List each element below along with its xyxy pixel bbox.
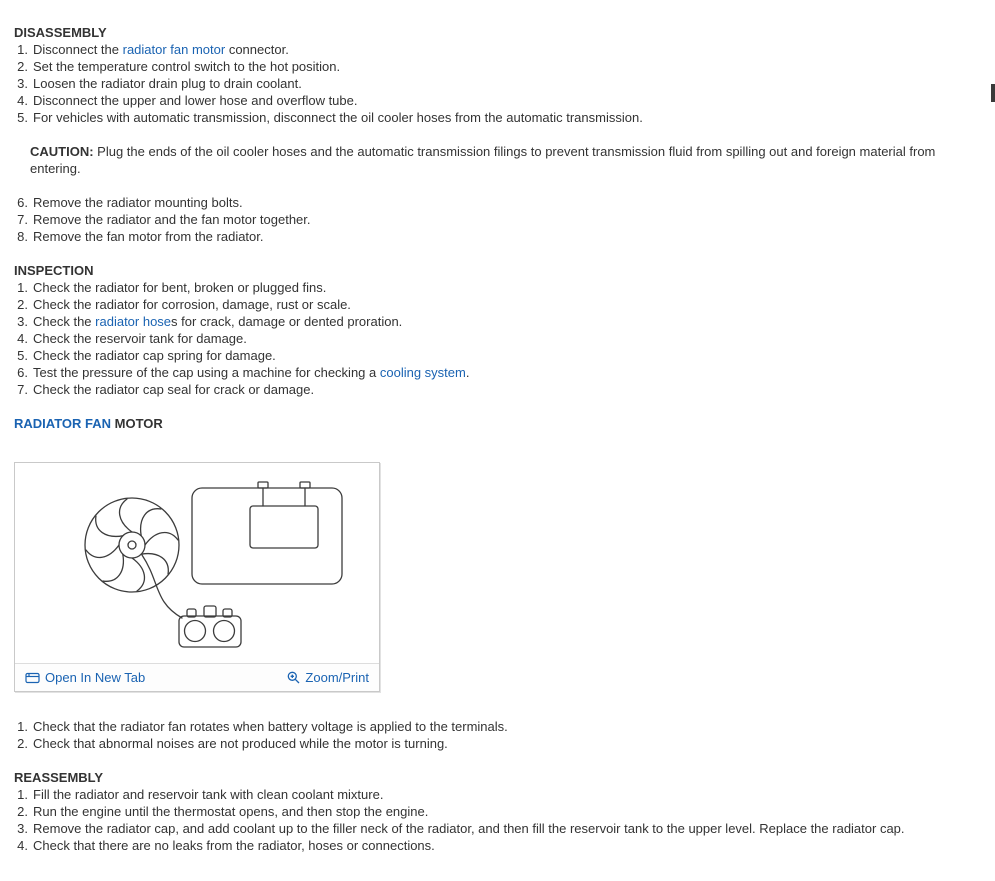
list-item bbox=[14, 820, 983, 837]
list-item bbox=[14, 41, 983, 58]
open-in-new-tab-icon bbox=[25, 672, 40, 684]
list-item bbox=[14, 296, 983, 313]
list-item bbox=[14, 109, 983, 126]
list-item bbox=[14, 837, 983, 854]
inline-link[interactable]: cooling system bbox=[379, 365, 466, 380]
step-number: 7. bbox=[17, 382, 28, 397]
fan-motor-check-steps bbox=[14, 718, 983, 752]
step-number: 4. bbox=[17, 331, 28, 346]
open-in-new-tab-link[interactable] bbox=[25, 669, 145, 686]
list-item bbox=[14, 211, 983, 228]
section-heading-reassembly: REASSEMBLY bbox=[14, 770, 104, 785]
list-item bbox=[14, 786, 983, 803]
step-text: Set the temperature control switch to the hot position. bbox=[33, 59, 341, 74]
caution-note bbox=[14, 143, 983, 177]
disassembly-steps-6-8 bbox=[14, 194, 983, 245]
step-number: 6. bbox=[17, 195, 28, 210]
step-text: Remove the radiator and the fan motor together. bbox=[33, 212, 311, 227]
list-item bbox=[14, 364, 983, 381]
section-heading-inspection: INSPECTION bbox=[14, 263, 94, 278]
step-text: For vehicles with automatic transmission, disconnect the oil cooler hoses from the automatic transmission. bbox=[33, 110, 643, 125]
step-number: 5. bbox=[17, 110, 28, 125]
step-number: 3. bbox=[17, 76, 28, 91]
step-number: 6. bbox=[17, 365, 28, 380]
step-text: Check the reservoir tank for damage. bbox=[33, 331, 247, 346]
reassembly-steps bbox=[14, 786, 983, 854]
step-number: 1. bbox=[17, 719, 28, 734]
step-number: 1. bbox=[17, 42, 28, 57]
step-number: 7. bbox=[17, 212, 28, 227]
list-item bbox=[14, 803, 983, 820]
step-text: Check the radiator cap seal for crack or damage. bbox=[33, 382, 315, 397]
step-number: 2. bbox=[17, 59, 28, 74]
step-text: Check that the radiator fan rotates when battery voltage is applied to the terminals. bbox=[33, 719, 508, 734]
step-text: Test the pressure of the cap using a machine for checking a cooling system. bbox=[33, 365, 470, 380]
step-text: Disconnect the upper and lower hose and overflow tube. bbox=[33, 93, 358, 108]
disassembly-steps-1-5 bbox=[14, 41, 983, 126]
list-item bbox=[14, 735, 983, 752]
step-text: Remove the fan motor from the radiator. bbox=[33, 229, 264, 244]
section-heading-radiator-fan-motor bbox=[14, 415, 983, 432]
open-in-new-tab-label: Open In New Tab bbox=[45, 670, 146, 685]
list-item bbox=[14, 194, 983, 211]
step-number: 5. bbox=[17, 348, 28, 363]
step-text: Fill the radiator and reservoir tank with clean coolant mixture. bbox=[33, 787, 384, 802]
zoom-print-label: Zoom/Print bbox=[305, 670, 369, 685]
zoom-print-link[interactable] bbox=[287, 669, 369, 686]
list-item bbox=[14, 228, 983, 245]
list-item bbox=[14, 347, 983, 364]
figure-panel bbox=[14, 462, 380, 692]
caution-label: CAUTION: bbox=[30, 144, 94, 159]
radiator-fan-motor-diagram[interactable] bbox=[15, 463, 379, 663]
step-number: 3. bbox=[17, 821, 28, 836]
caution-text: Plug the ends of the oil cooler hoses and the automatic transmission filings to prevent transmission fluid from spilling out and foreign material from entering. bbox=[30, 144, 936, 176]
list-item bbox=[14, 58, 983, 75]
section-heading-disassembly: DISASSEMBLY bbox=[14, 25, 107, 40]
inline-link[interactable]: radiator hose bbox=[95, 314, 172, 329]
step-number: 1. bbox=[17, 787, 28, 802]
list-item bbox=[14, 718, 983, 735]
scrollbar-thumb[interactable] bbox=[991, 84, 995, 102]
step-text: Check the radiator cap spring for damage. bbox=[33, 348, 276, 363]
heading-accent-text: RADIATOR FAN bbox=[14, 416, 112, 431]
list-item bbox=[14, 313, 983, 330]
step-number: 4. bbox=[17, 838, 28, 853]
step-number: 2. bbox=[17, 297, 28, 312]
step-text: Remove the radiator mounting bolts. bbox=[33, 195, 243, 210]
list-item bbox=[14, 92, 983, 109]
step-text: Check that there are no leaks from the radiator, hoses or connections. bbox=[33, 838, 435, 853]
fan-motor-line-drawing bbox=[32, 470, 362, 656]
list-item bbox=[14, 381, 983, 398]
step-number: 1. bbox=[17, 280, 28, 295]
step-number: 2. bbox=[17, 804, 28, 819]
step-number: 2. bbox=[17, 736, 28, 751]
step-number: 3. bbox=[17, 314, 28, 329]
step-text: Check the radiator for bent, broken or plugged fins. bbox=[33, 280, 327, 295]
list-item bbox=[14, 279, 983, 296]
step-number: 8. bbox=[17, 229, 28, 244]
step-number: 4. bbox=[17, 93, 28, 108]
figure-toolbar bbox=[15, 663, 379, 691]
zoom-icon bbox=[287, 671, 300, 684]
inspection-steps bbox=[14, 279, 983, 398]
heading-rest-text: MOTOR bbox=[114, 416, 163, 431]
step-text: Check that abnormal noises are not produced while the motor is turning. bbox=[33, 736, 448, 751]
step-text: Disconnect the radiator fan motor connector. bbox=[33, 42, 289, 57]
list-item bbox=[14, 75, 983, 92]
step-text: Check the radiator hoses for crack, damage or dented proration. bbox=[33, 314, 403, 329]
step-text: Remove the radiator cap, and add coolant up to the filler neck of the radiator, and then fill the reservoir tank to the upper level. Replace the radiator cap. bbox=[33, 821, 905, 836]
list-item bbox=[14, 330, 983, 347]
inline-link[interactable]: radiator fan motor bbox=[122, 42, 226, 57]
step-text: Check the radiator for corrosion, damage, rust or scale. bbox=[33, 297, 351, 312]
step-text: Loosen the radiator drain plug to drain coolant. bbox=[33, 76, 302, 91]
step-text: Run the engine until the thermostat opens, and then stop the engine. bbox=[33, 804, 429, 819]
